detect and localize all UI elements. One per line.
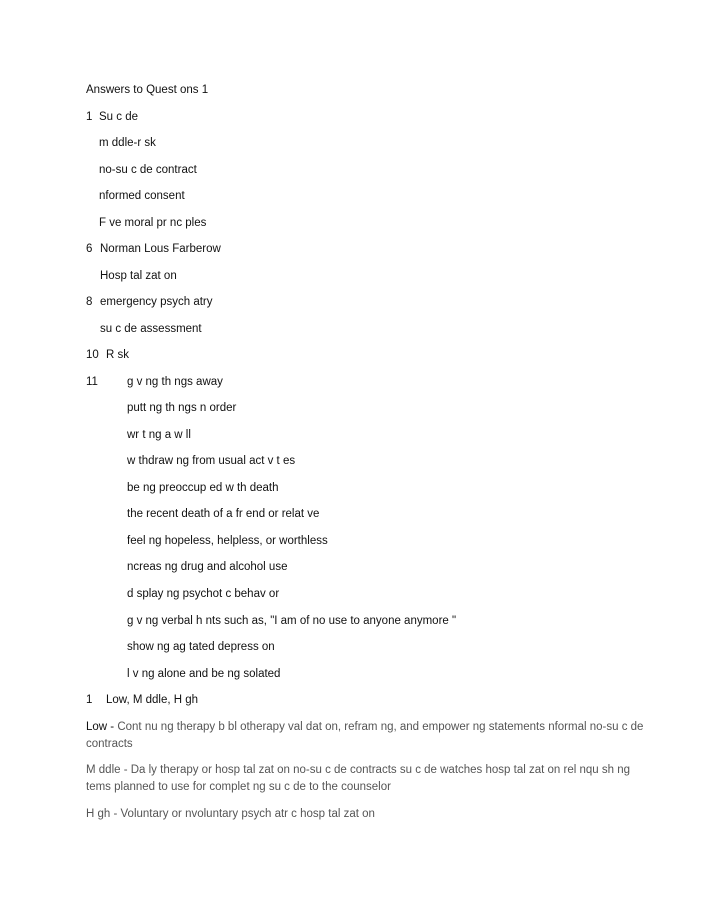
question-11-item: l v ng alone and be ng solated: [127, 668, 281, 680]
question-1-answer: Su c de: [99, 111, 138, 123]
level-low-text: Cont nu ng therapy b bl otherapy val dat on, refram ng, and empower ng statements nformal no-su c de contracts: [86, 721, 644, 750]
question-11-item: g v ng th ngs away: [127, 376, 223, 388]
question-11-item: show ng ag tated depress on: [127, 641, 275, 653]
level-middle: M ddle - Da ly therapy or hosp tal zat on no-su c de contracts su c de watches hosp tal zat on rel nqu sh ng tems planned to use for complet ng su c de to the counselor: [86, 764, 630, 793]
level-low: [86, 719, 646, 753]
question-6-sub-1: Hosp tal zat on: [100, 270, 177, 282]
question-1-sub-4: F ve moral pr nc ples: [99, 217, 207, 229]
question-number-6: 6: [86, 243, 93, 255]
question-8-sub-1: su c de assessment: [100, 323, 202, 335]
question-11-item: be ng preoccup ed w th death: [127, 482, 279, 494]
question-11-item: ncreas ng drug and alcohol use: [127, 561, 288, 573]
question-11-item: feel ng hopeless, helpless, or worthless: [127, 535, 328, 547]
question-1-sub-2: no-su c de contract: [99, 164, 197, 176]
question-1-sub-1: m ddle-r sk: [99, 137, 156, 149]
question-11-item: putt ng th ngs n order: [127, 402, 237, 414]
question-11-item: g v ng verbal h nts such as, "I am of no use to anyone anymore ": [127, 615, 457, 627]
question-number-10: 10: [86, 349, 99, 361]
question-11-item: the recent death of a fr end or relat ve: [127, 508, 320, 520]
level-high: H gh - Voluntary or nvoluntary psych atr c hosp tal zat on: [86, 808, 375, 820]
page-heading: Answers to Quest ons 1: [86, 84, 209, 96]
question-6-answer: Norman Lous Farberow: [100, 243, 221, 255]
question-number-8: 8: [86, 296, 93, 308]
level-low-label: Low -: [86, 721, 118, 733]
question-1-sub-3: nformed consent: [99, 190, 185, 202]
question-number-1: 1: [86, 111, 93, 123]
question-8-answer: emergency psych atry: [100, 296, 213, 308]
question-11-item: w thdraw ng from usual act v t es: [127, 455, 296, 467]
question-number-1b: 1: [86, 694, 93, 706]
question-11-item: d splay ng psychot c behav or: [127, 588, 280, 600]
question-10-answer: R sk: [106, 349, 129, 361]
question-number-11: 11: [86, 376, 98, 388]
question-11-item: wr t ng a w ll: [127, 429, 191, 441]
question-1b-answer: Low, M ddle, H gh: [106, 694, 199, 706]
